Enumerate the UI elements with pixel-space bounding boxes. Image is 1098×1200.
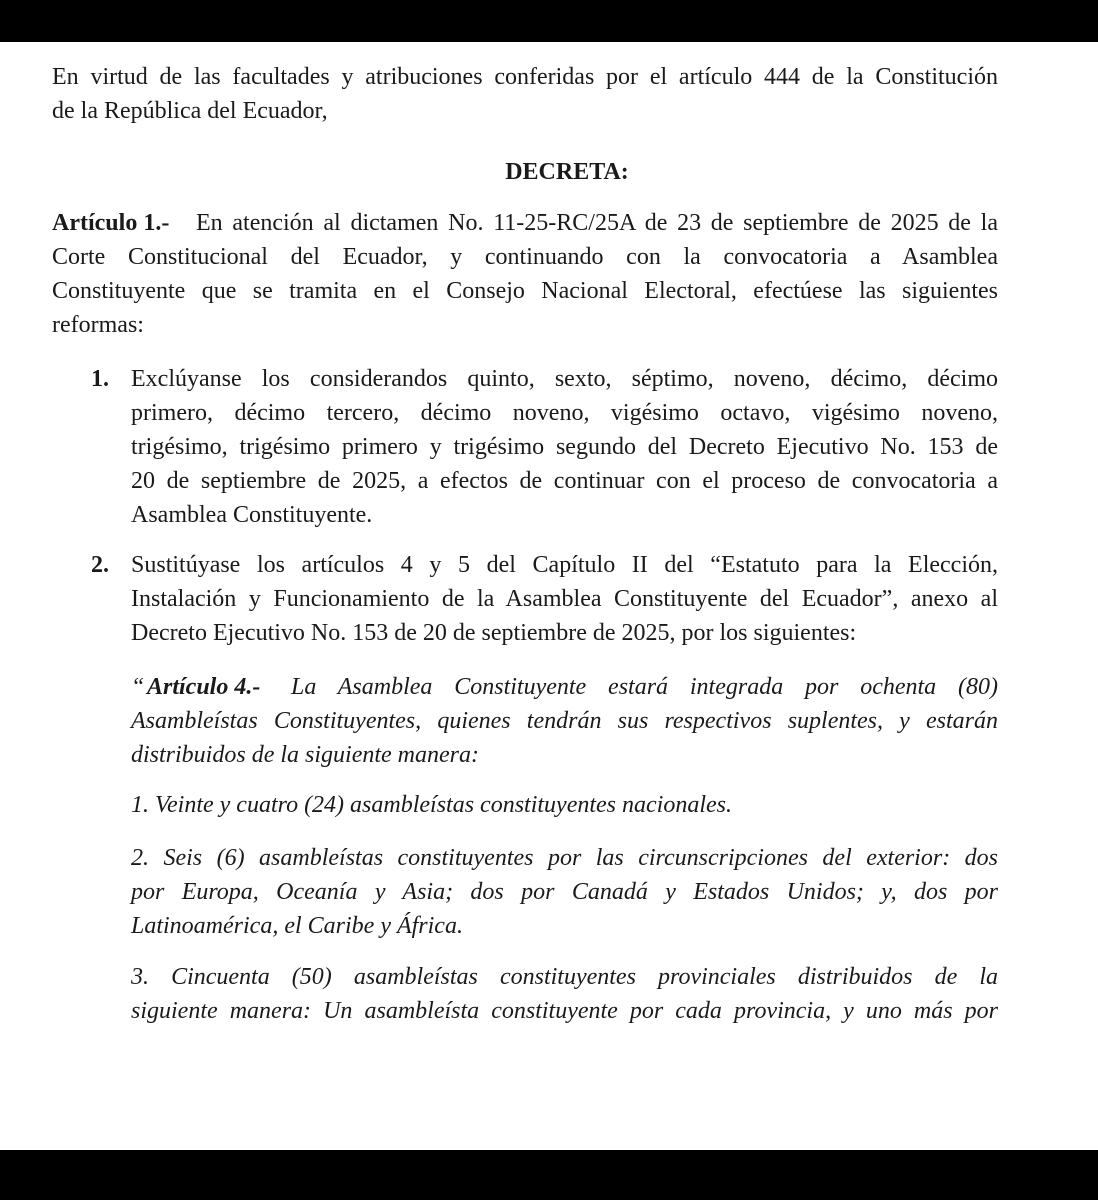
item-2-line-3: Decreto Ejecutivo No. 153 de 20 de septiembre de 2025, por los siguientes: xyxy=(131,620,857,646)
bottom-black-bar xyxy=(0,1150,1098,1200)
article-1-line-2: Corte Constitucional del Ecuador, y continuando con la convocatoria a Asamblea xyxy=(52,244,998,270)
sub-2-line-3: Latinoamérica, el Caribe y África. xyxy=(131,913,463,939)
article-1-line-1: En atención al dictamen No. 11-25-RC/25A de 23 de septiembre de 2025 de la xyxy=(196,210,998,236)
sub-2-line-1: 2. Seis (6) asambleístas constituyentes por las circunscripciones del exterior: dos xyxy=(131,845,998,871)
quote-open-mark: “ xyxy=(131,674,145,700)
sub-3-line-1: 3. Cincuenta (50) asambleístas constituyentes provinciales distribuidos de la xyxy=(131,964,998,990)
preamble-line-1: En virtud de las facultades y atribuciones conferidas por el artículo 444 de la Constitución xyxy=(52,64,998,90)
item-1-line-2: primero, décimo tercero, décimo noveno, vigésimo octavo, vigésimo noveno, xyxy=(131,400,998,426)
item-1-number: 1. xyxy=(91,366,109,392)
sub-2-line-2: por Europa, Oceanía y Asia; dos por Canadá y Estados Unidos; y, dos por xyxy=(131,879,998,905)
article-1-label: Artículo 1.- xyxy=(52,210,170,236)
article-1-line-4: reformas: xyxy=(52,312,144,338)
article-1-line-3: Constituyente que se tramita en el Consejo Nacional Electoral, efectúese las siguientes xyxy=(52,278,998,304)
item-1-line-5: Asamblea Constituyente. xyxy=(131,502,373,528)
preamble-line-2: de la República del Ecuador, xyxy=(52,98,328,124)
item-1-line-4: 20 de septiembre de 2025, a efectos de continuar con el proceso de convocatoria a xyxy=(131,468,998,494)
article-4-line-3: distribuidos de la siguiente manera: xyxy=(131,742,479,768)
item-2-number: 2. xyxy=(91,552,109,578)
item-1-line-3: trigésimo, trigésimo primero y trigésimo segundo del Decreto Ejecutivo No. 153 de xyxy=(131,434,998,460)
item-2-line-1: Sustitúyase los artículos 4 y 5 del Capítulo II del “Estatuto para la Elección, xyxy=(131,552,998,578)
decree-heading: DECRETA: xyxy=(505,159,629,185)
article-4-line-1: La Asamblea Constituyente estará integrada por ochenta (80) xyxy=(291,674,998,700)
sub-3-line-2: siguiente manera: Un asambleísta constituyente por cada provincia, y uno más por xyxy=(131,998,998,1024)
article-4-line-2: Asambleístas Constituyentes, quienes tendrán sus respectivos suplentes, y estarán xyxy=(131,708,998,734)
sub-1-line-1: 1. Veinte y cuatro (24) asambleístas constituyentes nacionales. xyxy=(131,792,732,818)
top-black-bar xyxy=(0,0,1098,42)
item-2-line-2: Instalación y Funcionamiento de la Asamblea Constituyente del Ecuador”, anexo al xyxy=(131,586,998,612)
item-1-line-1: Exclúyanse los considerandos quinto, sexto, séptimo, noveno, décimo, décimo xyxy=(131,366,998,392)
article-4-label: Artículo 4.- xyxy=(147,674,261,700)
